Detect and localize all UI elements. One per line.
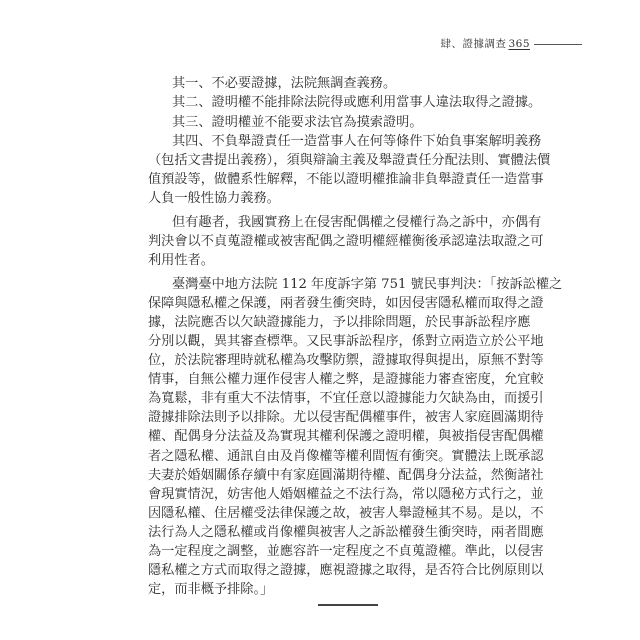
header-rule	[534, 44, 582, 45]
text-line: 保障與隱私權之保護，兩者發生衝突時，如因侵害隱私權而取得之證	[148, 296, 544, 311]
text-line: 定，而非概予排除。」	[148, 582, 274, 597]
page-number: 365	[508, 38, 530, 50]
text-line: 夫妻於婚姻關係存續中有家庭圓滿期待權、配偶身分法益，然衡諸社	[148, 468, 544, 483]
text-line: 其三、證明權並不能要求法官為摸索證明。	[172, 115, 423, 130]
text-line: 其一、不必要證據，法院無調查義務。	[172, 76, 397, 91]
text-line: 利用性者。	[148, 253, 214, 268]
chapter-title: 肆、證據調查	[440, 38, 507, 50]
text-line: 為寬鬆，非有重大不法情事，不宜任意以證據能力欠缺為由，而援引	[148, 391, 544, 406]
text-line: 值預設等，做體系性解釋，不能以證明權推論非負舉證責任一造當事	[148, 172, 544, 187]
text-line: 人負一般性協力義務。	[148, 191, 280, 206]
text-line: 據，法院應否以欠缺證據能力，予以排除問題，於民事訴訟程序應	[148, 315, 531, 330]
footer-rule	[318, 604, 378, 606]
text-line: 為一定程度之調整，並應容許一定程度之不貞蒐證權。準此，以侵害	[148, 544, 544, 559]
text-line: 分別以觀，異其審查標準。又民事訴訟程序，係對立兩造立於公平地	[148, 334, 544, 349]
text-line: 臺灣臺中地方法院 112 年度訴字第 751 號民事判決：「按訴訟權之	[172, 277, 563, 292]
text-line: 證據排除法則予以排除。尤以侵害配偶權事件，被害人家庭圓滿期待	[148, 410, 544, 425]
text-line: 會現實情況，妨害他人婚姻權益之不法行為，常以隱秘方式行之，並	[148, 487, 544, 502]
text-line: 判決會以不貞蒐證權或被害配偶之證明權經權衡後承認違法取證之可	[148, 234, 544, 249]
text-line: 者之隱私權、通訊自由及肖像權等權利間恆有衝突。實體法上既承認	[148, 449, 544, 464]
text-line: 位，於法院審理時就私權為攻擊防禦，證據取得與提出，原無不對等	[148, 353, 544, 368]
text-line: 其二、證明權不能排除法院得或應利用當事人違法取得之證據。	[172, 95, 542, 110]
text-line: （包括文書提出義務），須與辯論主義及舉證責任分配法則、實體法價	[148, 153, 551, 168]
text-line: 其四、不負舉證責任一造當事人在何等條件下始負事案解明義務	[172, 134, 542, 149]
text-line: 因隱私權、住居權受法律保護之故，被害人舉證極其不易。是以，不	[148, 506, 544, 521]
text-line: 法行為人之隱私權或肖像權與被害人之訴訟權發生衝突時，兩者間應	[148, 525, 544, 540]
text-line: 情事，自無公權力運作侵害人權之弊，是證據能力審查密度，允宜較	[148, 372, 544, 387]
text-line: 隱私權之方式而取得之證據，應視證據之取得，是否符合比例原則以	[148, 563, 544, 578]
running-header	[370, 36, 582, 52]
text-line: 權、配偶身分法益及為實現其權利保護之證明權，與被指侵害配偶權	[148, 429, 544, 444]
text-line: 但有趣者，我國實務上在侵害配偶權之侵權行為之訴中，亦偶有	[172, 215, 542, 230]
